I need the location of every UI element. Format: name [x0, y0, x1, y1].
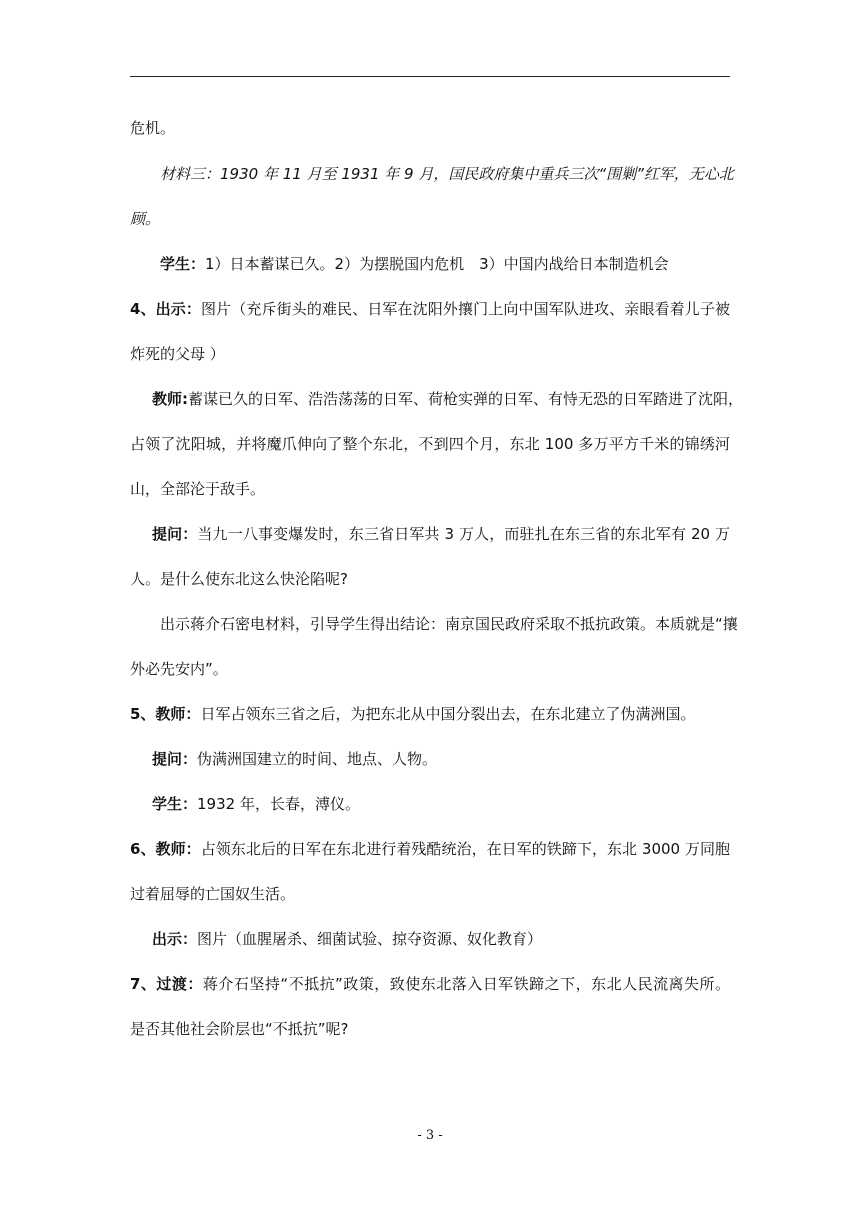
text-line: 顾。	[130, 210, 161, 228]
student-answer-line: 学生：1932 年，长春，溥仪。	[152, 795, 360, 813]
material-three-line: 材料三：1930 年 11 月至 1931 年 9 月，国民政府集中重兵三次“围剿”红军，无心北	[160, 165, 734, 183]
item-5-line: 5、教师：日军占领东三省之后，为把东北从中国分裂出去，在东北建立了伪满洲国。	[130, 705, 696, 723]
question-line: 提问：伪满洲国建立的时间、地点、人物。	[152, 750, 438, 768]
label-item-4: 4、出示：	[130, 300, 202, 318]
question-line: 提问：当九一八事变爆发时，东三省日军共 3 万人，而驻扎在东三省的东北军有 20 万	[152, 525, 730, 543]
label-teacher: 教师:	[152, 390, 188, 408]
text-line: 炸死的父母 ）	[130, 345, 225, 363]
show-line: 出示：图片（血腥屠杀、细菌试验、掠夺资源、奴化教育）	[152, 930, 543, 948]
label-student: 学生：	[160, 255, 206, 273]
teacher-line: 教师:蓄谋已久的日军、浩浩荡荡的日军、荷枪实弹的日军、有恃无恐的日军踏进了沈阳，	[152, 390, 744, 408]
label-show: 出示：	[152, 930, 198, 948]
label-item-6: 6、教师：	[130, 840, 201, 858]
item-4-line: 4、出示：图片（充斥街头的难民、日军在沈阳外攘门上向中国军队进攻、亲眼看着儿子被	[130, 300, 730, 318]
student-answer-line: 学生：1）日本蓄谋已久。2）为摆脱国内危机 3）中国内战给日本制造机会	[160, 255, 669, 273]
item-7-line: 7、过渡：蒋介石坚持“不抵抗”政策，致使东北落入日军铁蹄之下，东北人民流离失所。	[130, 975, 731, 993]
item-6-line: 6、教师：占领东北后的日军在东北进行着残酷统治，在日军的铁蹄下，东北 3000 万同胞	[130, 840, 731, 858]
text-line: 危机。	[130, 119, 176, 137]
telegram-material-line: 出示蒋介石密电材料，引导学生得出结论：南京国民政府采取不抵抗政策。本质就是“攘	[160, 615, 738, 633]
text-line: 外必先安内”。	[130, 660, 228, 678]
text-line: 占领了沈阳城，并将魔爪伸向了整个东北，不到四个月，东北 100 多万平方千米的锦绣河	[130, 435, 730, 453]
label-item-5: 5、教师：	[130, 705, 201, 723]
text-line: 人。是什么使东北这么快沦陷呢?	[130, 570, 348, 588]
text-line: 是否其他社会阶层也“不抵抗”呢?	[130, 1020, 349, 1038]
label-question: 提问：	[152, 750, 198, 768]
header-rule	[130, 76, 730, 77]
label-item-7: 7、过渡：	[130, 975, 203, 993]
label-student: 学生：	[152, 795, 198, 813]
text-line: 过着屈辱的亡国奴生活。	[130, 885, 296, 903]
text-line: 山，全部沦于敌手。	[130, 480, 266, 498]
page-number: - 3 -	[417, 1128, 443, 1143]
label-question: 提问：	[152, 525, 198, 543]
